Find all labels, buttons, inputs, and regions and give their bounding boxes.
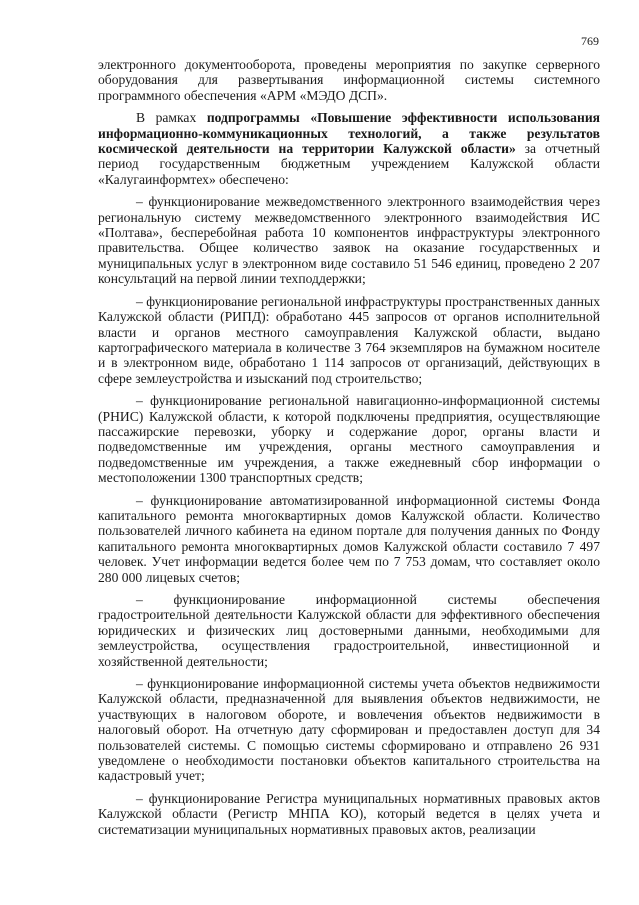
list-item-municipal-acts-register: – функционирование Регистра муниципальных нормативных правовых актов Калужской области (Регистр МНПА КО), который ведется в целях учета и систематизации муниципальных нормативных правовых актов, реализации: [98, 790, 600, 837]
paragraph-tail-text: за отчетный период государственным бюджетным учреждением Калужской области «Калугаинформтех» обеспечено:: [98, 141, 600, 187]
paragraph-subprogram-intro: [98, 110, 600, 187]
list-item-navigation-system: – функционирование региональной навигационно-информационной системы (РНИС) Калужской области, к которой подключены предприятия, осуществляющие пассажирские перевозки, уборку и содержание дорог, органы власти и подведомственные им учреждения, органы местного самоуправления и подведомственные им учреждения, а также ежедневный сбор информации о местоположении 1300 транспортных средств;: [98, 393, 600, 486]
list-item-spatial-data: – функционирование региональной инфраструктуры пространственных данных Калужской области (РИПД): обработано 445 запросов от органов исполнительной власти и органов местного самоуправления Калужской области, выдано картографического материала в количестве 3 764 экземпляров на бумажном носителе и в электронном виде, обработано 1 114 запросов от организаций, действующих в сфере землеустройства и изысканий под строительство;: [98, 293, 600, 386]
subprogram-title: подпрограммы «Повышение эффективности использования информационно-коммуникационных технологий, а также результатов космической деятельности на территории Калужской области»: [98, 110, 601, 157]
list-item-urban-planning: – функционирование информационной системы обеспечения градостроительной деятельности Калужской области для эффективного обеспечения юридических и физических лиц достоверными данными, необходимыми для землеустройства, осуществления градостроительной, инвестиционной и хозяйственной деятельности;: [98, 592, 600, 669]
document-body: [98, 57, 600, 844]
paragraph-continuation: электронного документооборота, проведены мероприятия по закупке серверного оборудования для развертывания информационной системы системного программного обеспечения «АРМ «МЭДО ДСП».: [98, 57, 600, 103]
list-item-interagency-interaction: – функционирование межведомственного электронного взаимодействия через региональную систему межведомственного электронного взаимодействия ИС «Полтава», бесперебойная работа 10 компонентов инфраструктуры электронного правительства. Общее количество заявок на оказание государственных и муниципальных услуг в электронном виде составило 51 546 единиц, проведено 2 207 консультаций на первой линии техподдержки;: [98, 194, 600, 287]
page-number: 769: [581, 34, 599, 48]
paragraph-lead-text: В рамках: [136, 110, 207, 126]
list-item-real-estate-accounting: – функционирование информационной системы учета объектов недвижимости Калужской области, предназначенной для выявления объектов недвижимости, не участвующих в налоговом обороте, и вовлечения объектов недвижимости в налоговый оборот. На отчетную дату сформирован и предоставлен доступ для 34 пользователей системы. С помощью системы сформировано и отправлено 26 931 уведомлене о необходимости постановки объектов капитального строительства на кадастровый учет;: [98, 676, 600, 784]
list-item-capital-repair-fund: – функционирование автоматизированной информационной системы Фонда капитального ремонта многоквартирных домов Калужской области. Количество пользователей личного кабинета на едином портале для получения данных по Фонду капитального ремонта многоквартирных домов Калужской области составило 7 497 человек. Учет информации ведется более чем по 7 753 домам, что составляет около 280 000 лицевых счетов;: [98, 492, 600, 585]
